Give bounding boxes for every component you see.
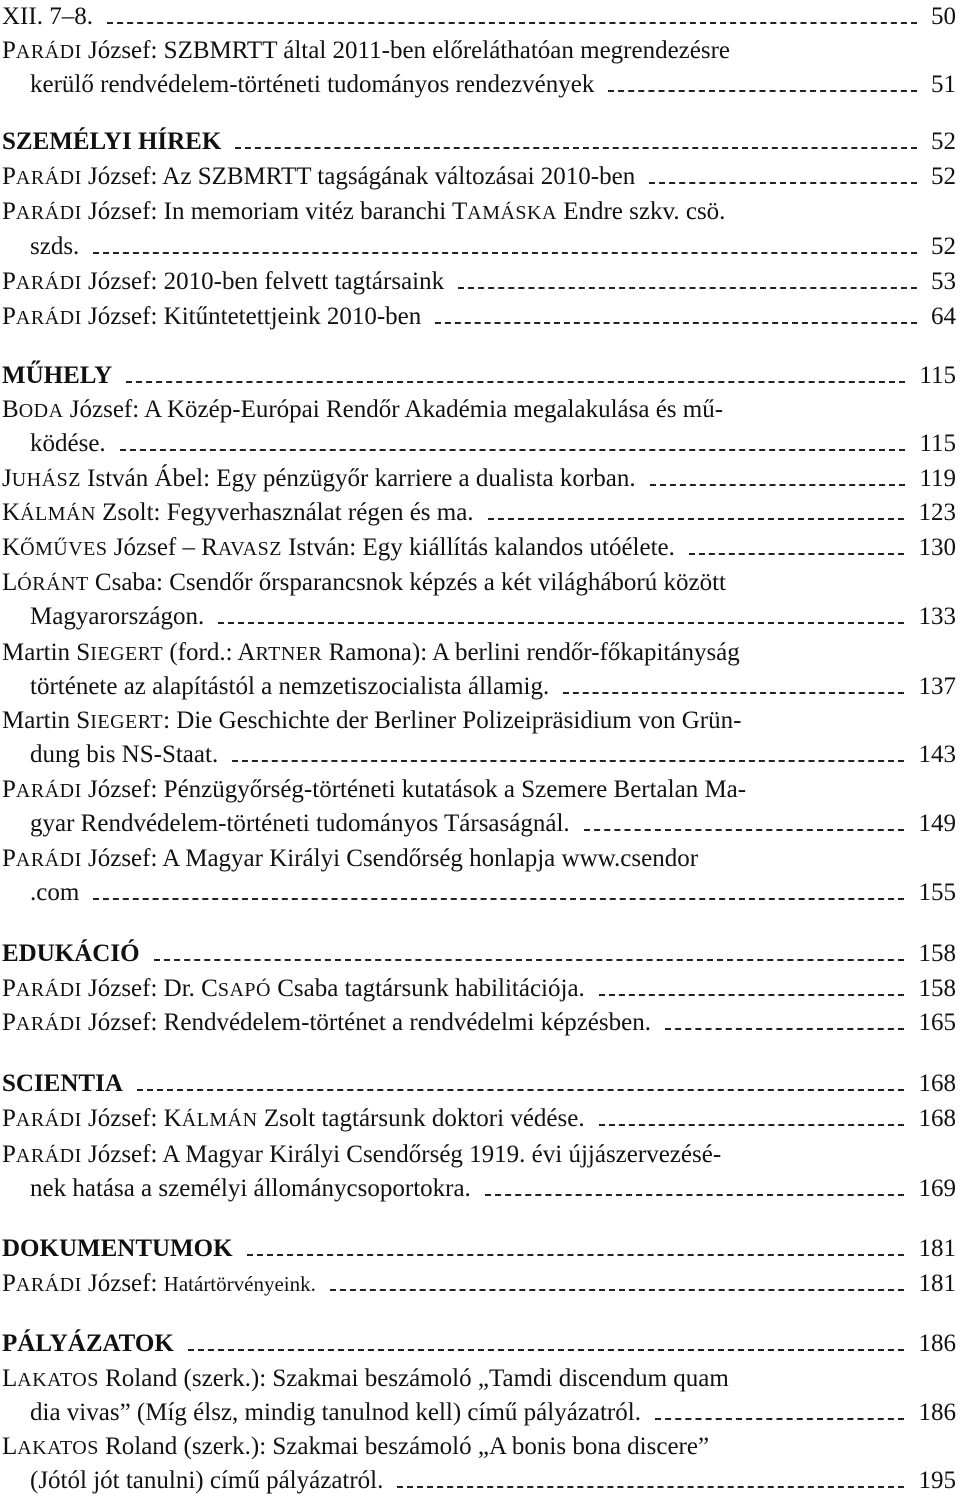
- small-caps-name: ARÁDI: [15, 307, 82, 329]
- dot-leader: [485, 1194, 904, 1196]
- toc-section-heading: [0, 937, 960, 971]
- toc-entry-line: [0, 1430, 960, 1464]
- entry-text-part: József: A Közép-Európai Rendőr Akadémia megalakulása és mű-: [63, 396, 724, 423]
- toc-section-heading: [0, 1327, 960, 1361]
- entry-text-part: kerülő rendvédelem-történeti tudományos rendezvények: [30, 71, 595, 98]
- toc-entry-line: [0, 876, 960, 910]
- small-caps-name: IEGERT: [90, 643, 164, 665]
- page-number: 137: [918, 673, 956, 700]
- entry-text-part: József: Pénzügyőrség-történeti kutatások a Szemere Bertalan Ma-: [81, 776, 747, 803]
- entry-text-part: L: [2, 1433, 18, 1460]
- entry-text-part: K: [2, 534, 21, 561]
- entry-text-part: P: [2, 303, 16, 330]
- small-caps-name: ARÁDI: [15, 202, 82, 224]
- entry-text: [2, 1430, 709, 1465]
- entry-text-part: nek hatása a személyi állománycsoportokra.: [30, 1175, 471, 1202]
- entry-text: [2, 972, 585, 1007]
- entry-text: [30, 1396, 641, 1430]
- page-number: 64: [931, 303, 956, 330]
- entry-text-part: Magyarországon.: [30, 603, 205, 630]
- toc-entry-line: [0, 566, 960, 600]
- entry-text: [2, 1138, 721, 1173]
- small-caps-name: RTNER: [255, 643, 323, 665]
- entry-text-part: József: A Magyar Királyi Csendőrség honlapja www.csendor: [81, 845, 699, 872]
- entry-text: [30, 68, 594, 102]
- entry-text: [2, 1267, 316, 1302]
- small-caps-name: ARÁDI: [15, 272, 82, 294]
- entry-text: [2, 0, 93, 34]
- dot-leader: [137, 1089, 904, 1091]
- page-number: 52: [931, 128, 956, 155]
- entry-text-part: P: [2, 37, 16, 64]
- toc-section-heading: [0, 1067, 960, 1101]
- toc-entry-line: [0, 600, 960, 634]
- entry-text-part: J: [2, 465, 12, 492]
- entry-text-part: P: [2, 198, 16, 225]
- small-caps-name: ODA: [18, 400, 64, 422]
- small-caps-name: AKATOS: [17, 1369, 99, 1391]
- entry-text-part: József: Rendvédelem-történet a rendvédelmi képzésben.: [81, 1009, 651, 1036]
- entry-text: [30, 738, 218, 772]
- small-caps-name: ARÁDI: [15, 780, 82, 802]
- toc-entry-line: [0, 1396, 960, 1430]
- page-number: 155: [918, 879, 956, 906]
- dot-leader: [235, 147, 917, 149]
- page-number: 119: [919, 465, 956, 492]
- entry-text-part: József: 2010-ben felvett tagtársaink: [81, 268, 445, 295]
- entry-text: [30, 807, 570, 841]
- small-caps-name: ARÁDI: [15, 979, 82, 1001]
- toc-entry-line: [0, 1172, 960, 1206]
- page-number: 168: [918, 1070, 956, 1097]
- entry-text: [30, 876, 79, 910]
- entry-text-part: P: [2, 1270, 16, 1297]
- page-number: 133: [918, 603, 956, 630]
- toc-entry-line: [0, 427, 960, 461]
- toc-entry-line: [0, 1138, 960, 1172]
- toc-entry-line: [0, 807, 960, 841]
- small-caps-name: ÓRÁNT: [17, 573, 89, 595]
- small-caps-name: AMÁSKA: [467, 202, 557, 224]
- entry-text: [2, 1102, 585, 1137]
- entry-text: [2, 566, 726, 601]
- entry-text-part: Csaba tagtársunk habilitációja.: [271, 975, 585, 1002]
- entry-text-part: PÁLYÁZATOK: [2, 1330, 174, 1357]
- entry-text-part: szds.: [30, 233, 80, 260]
- entry-text: [2, 300, 421, 335]
- entry-text: [30, 1172, 471, 1206]
- toc-section-heading: [0, 125, 960, 159]
- entry-text-part: P: [2, 845, 16, 872]
- entry-text: [2, 1327, 174, 1361]
- entry-text-part: SZEMÉLYI HÍREK: [2, 128, 222, 155]
- dot-leader: [665, 1028, 904, 1030]
- dot-leader: [488, 518, 904, 520]
- dot-leader: [330, 1289, 904, 1291]
- page-number: 165: [918, 1009, 956, 1036]
- page-number: 169: [918, 1175, 956, 1202]
- dot-leader: [599, 1124, 904, 1126]
- entry-text: [30, 427, 106, 461]
- entry-text: [2, 937, 140, 971]
- toc-entry-line: [0, 738, 960, 772]
- toc-entry-line: [0, 1362, 960, 1396]
- entry-text-part: gyar Rendvédelem-történeti tudományos Társaságnál.: [30, 810, 570, 837]
- dot-leader: [655, 1418, 904, 1420]
- toc-entry-line: [0, 195, 960, 229]
- entry-text: [30, 670, 549, 704]
- dot-leader: [608, 90, 917, 92]
- toc-entry-line: [0, 300, 960, 334]
- entry-text: [30, 1464, 383, 1498]
- toc-entry-line: [0, 842, 960, 876]
- entry-text-part: P: [2, 163, 16, 190]
- dot-leader: [435, 322, 917, 324]
- entry-text: [2, 462, 636, 497]
- entry-text: [2, 496, 474, 531]
- entry-text-part: L: [2, 1365, 18, 1392]
- page-number: 181: [918, 1235, 956, 1262]
- toc-entry-line: [0, 462, 960, 496]
- toc-entry-line: [0, 265, 960, 299]
- entry-text-part: L: [2, 569, 18, 596]
- entry-text-part: József: A Magyar Királyi Csendőrség 1919. évi újjászervezésé-: [81, 1141, 722, 1168]
- dot-leader: [649, 182, 917, 184]
- page-number: 158: [918, 940, 956, 967]
- toc-entry-line: [0, 636, 960, 670]
- dot-leader: [120, 449, 905, 451]
- toc-entry-line: [0, 496, 960, 530]
- page-number: 115: [919, 362, 956, 389]
- entry-text: [2, 773, 746, 808]
- entry-text-part: (ford.: A: [163, 639, 256, 666]
- toc-entry-line: [0, 773, 960, 807]
- dot-leader: [458, 287, 917, 289]
- page-number: 186: [918, 1330, 956, 1357]
- entry-text: [2, 195, 725, 230]
- page-number: 143: [918, 741, 956, 768]
- dot-leader: [650, 484, 905, 486]
- entry-text: [2, 704, 741, 739]
- toc-entry-line: [0, 0, 960, 34]
- toc-entry-line: [0, 1102, 960, 1136]
- toc-entry-line: [0, 1006, 960, 1040]
- entry-text-part: P: [2, 268, 16, 295]
- toc-entry-line: [0, 68, 960, 102]
- toc-entry-line: [0, 704, 960, 738]
- entry-text-part: Csaba: Csendőr őrsparancsnok képzés a két világháború között: [88, 569, 726, 596]
- small-caps-name: ARÁDI: [15, 1274, 82, 1296]
- entry-text: [2, 34, 730, 69]
- entry-text-part: B: [2, 396, 19, 423]
- entry-text-part: Határtörvényeink.: [163, 1272, 316, 1296]
- entry-text-part: K: [2, 499, 21, 526]
- entry-text: [2, 393, 723, 428]
- entry-text: [2, 265, 444, 300]
- dot-leader: [599, 994, 904, 996]
- toc-entry-line: [0, 670, 960, 704]
- toc-section-heading: [0, 359, 960, 393]
- toc-entry-line: [0, 1267, 960, 1301]
- entry-text: [2, 1006, 651, 1041]
- entry-text-part: Zsolt: Fegyverhasználat régen és ma.: [95, 499, 474, 526]
- dot-leader: [397, 1486, 904, 1488]
- small-caps-name: AVASZ: [217, 538, 282, 560]
- entry-text: [2, 842, 698, 877]
- entry-text: [2, 1232, 233, 1266]
- entry-text-part: József: Dr. C: [81, 975, 218, 1002]
- toc-entry-line: [0, 1464, 960, 1498]
- page-number: 149: [918, 810, 956, 837]
- entry-text: [2, 1362, 729, 1397]
- page-number: 130: [918, 534, 956, 561]
- toc-entry-line: [0, 972, 960, 1006]
- small-caps-name: ARÁDI: [15, 1145, 82, 1167]
- page-number: 123: [918, 499, 956, 526]
- small-caps-name: IEGERT: [90, 711, 164, 733]
- entry-text: [2, 359, 112, 393]
- entry-text-part: .com: [30, 879, 80, 906]
- dot-leader: [126, 381, 905, 383]
- small-caps-name: SAPÓ: [217, 979, 271, 1001]
- entry-text-part: István: Egy kiállítás kalandos utóélete.: [281, 534, 675, 561]
- small-caps-name: ŐMŰVES: [20, 538, 108, 560]
- dot-leader: [218, 622, 904, 624]
- small-caps-name: ARÁDI: [15, 41, 82, 63]
- entry-text-part: dung bis NS-Staat.: [30, 741, 219, 768]
- entry-text-part: Roland (szerk.): Szakmai beszámoló „Tamdi discendum quam: [98, 1365, 729, 1392]
- toc-entry-line: [0, 230, 960, 264]
- entry-text: [30, 600, 204, 634]
- small-caps-name: ARÁDI: [15, 1013, 82, 1035]
- dot-leader: [93, 252, 917, 254]
- entry-text-part: Ramona): A berlini rendőr-főkapitányság: [322, 639, 740, 666]
- toc-entry-line: [0, 34, 960, 68]
- entry-text-part: P: [2, 776, 16, 803]
- entry-text-part: SCIENTIA: [2, 1070, 123, 1097]
- entry-text-part: XII. 7–8.: [2, 3, 93, 30]
- small-caps-name: ARÁDI: [15, 167, 82, 189]
- entry-text-part: István Ábel: Egy pénzügyőr karriere a dualista korban.: [80, 465, 636, 492]
- entry-text-part: P: [2, 1141, 16, 1168]
- entry-text-part: József: Kitűntetettjeink 2010-ben: [81, 303, 422, 330]
- entry-text-part: József – R: [107, 534, 218, 561]
- dot-leader: [584, 829, 904, 831]
- small-caps-name: UHÁSZ: [11, 469, 81, 491]
- small-caps-name: ÁLMÁN: [181, 1109, 258, 1131]
- dot-leader: [689, 553, 904, 555]
- page-number: 186: [918, 1399, 956, 1426]
- entry-text-part: (Jótól jót tanulni) című pályázatról.: [30, 1467, 384, 1494]
- toc-entry-line: [0, 531, 960, 565]
- toc-entry-line: [0, 160, 960, 194]
- entry-text-part: Roland (szerk.): Szakmai beszámoló „A bonis bona discere”: [98, 1433, 710, 1460]
- entry-text: [2, 636, 740, 671]
- dot-leader: [563, 692, 904, 694]
- entry-text-part: P: [2, 1105, 16, 1132]
- page-number: 51: [931, 71, 956, 98]
- small-caps-name: AKATOS: [17, 1437, 99, 1459]
- dot-leader: [188, 1349, 904, 1351]
- entry-text-part: története az alapítástól a nemzetiszocialista államig.: [30, 673, 550, 700]
- page-number: 50: [931, 3, 956, 30]
- entry-text-part: József: K: [81, 1105, 182, 1132]
- entry-text-part: MŰHELY: [2, 362, 113, 389]
- entry-text-part: DOKUMENTUMOK: [2, 1235, 233, 1262]
- entry-text-part: József: In memoriam vitéz baranchi T: [81, 198, 468, 225]
- page-number: 158: [918, 975, 956, 1002]
- entry-text-part: P: [2, 975, 16, 1002]
- dot-leader: [247, 1254, 904, 1256]
- small-caps-name: ÁLMÁN: [20, 503, 96, 525]
- entry-text-part: József: Az SZBMRTT tagságának változásai 2010-ben: [81, 163, 636, 190]
- entry-text-part: Zsolt tagtársunk doktori védése.: [257, 1105, 585, 1132]
- entry-text: [2, 1067, 123, 1101]
- dot-leader: [107, 22, 917, 24]
- entry-text-part: József:: [81, 1270, 164, 1297]
- entry-text: [2, 125, 221, 159]
- entry-text-part: EDUKÁCIÓ: [2, 940, 140, 967]
- entry-text-part: dia vivas” (Míg élsz, mindig tanulnod kell) című pályázatról.: [30, 1399, 641, 1426]
- entry-text-part: P: [2, 1009, 16, 1036]
- page-number: 53: [931, 268, 956, 295]
- toc-entry-line: [0, 393, 960, 427]
- page-number: 115: [919, 430, 956, 457]
- entry-text: [30, 230, 79, 264]
- page-number: 181: [918, 1270, 956, 1297]
- entry-text-part: Martin S: [2, 639, 91, 666]
- small-caps-name: ARÁDI: [15, 849, 82, 871]
- entry-text: [2, 160, 635, 195]
- dot-leader: [93, 898, 904, 900]
- entry-text-part: Endre szkv. csö.: [556, 198, 726, 225]
- dot-leader: [232, 760, 904, 762]
- entry-text-part: Martin S: [2, 707, 91, 734]
- entry-text-part: József: SZBMRTT által 2011-ben előreláthatóan megrendezésre: [81, 37, 731, 64]
- page-number: 195: [918, 1467, 956, 1494]
- entry-text-part: : Die Geschichte der Berliner Polizeipräsidium von Grün-: [163, 707, 742, 734]
- page-number: 52: [931, 233, 956, 260]
- dot-leader: [154, 959, 904, 961]
- page-number: 168: [918, 1105, 956, 1132]
- toc-section-heading: [0, 1232, 960, 1266]
- page-number: 52: [931, 163, 956, 190]
- entry-text-part: ködése.: [30, 430, 106, 457]
- entry-text: [2, 531, 675, 566]
- small-caps-name: ARÁDI: [15, 1109, 82, 1131]
